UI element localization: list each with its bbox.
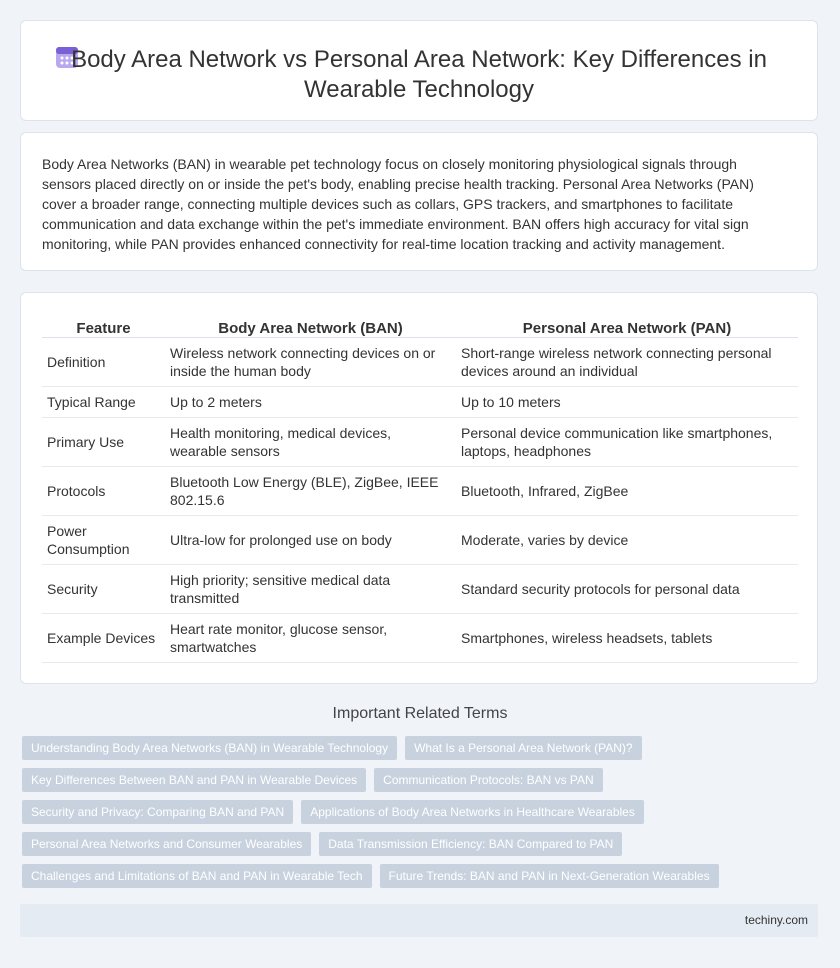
header-feature: Feature	[42, 315, 165, 338]
table-cell: Moderate, varies by device	[456, 516, 798, 565]
related-term-link[interactable]: Data Transmission Efficiency: BAN Compared to PAN	[319, 832, 622, 856]
table-cell: Standard security protocols for personal data	[456, 565, 798, 614]
table-cell: Health monitoring, medical devices, wearable sensors	[165, 418, 456, 467]
table-cell: Up to 10 meters	[456, 387, 798, 418]
table-cell: Heart rate monitor, glucose sensor, smartwatches	[165, 614, 456, 663]
table-row	[42, 467, 798, 516]
table-row	[42, 614, 798, 663]
related-term-link[interactable]: What Is a Personal Area Network (PAN)?	[405, 736, 642, 760]
table-cell: Smartphones, wireless headsets, tablets	[456, 614, 798, 663]
footer-bar	[20, 904, 818, 937]
related-term-link[interactable]: Challenges and Limitations of BAN and PAN in Wearable Tech	[22, 864, 372, 888]
related-term-link[interactable]: Future Trends: BAN and PAN in Next-Generation Wearables	[380, 864, 719, 888]
page-title: Body Area Network vs Personal Area Network: Key Differences in Wearable Technology	[71, 46, 767, 103]
table-cell: Primary Use	[42, 418, 165, 467]
intro-card	[20, 132, 818, 271]
related-terms-list	[22, 736, 812, 888]
table-cell: Short-range wireless network connecting personal devices around an individual	[456, 338, 798, 387]
header-pan: Personal Area Network (PAN)	[456, 315, 798, 338]
table-cell: Security	[42, 565, 165, 614]
related-term-link[interactable]: Communication Protocols: BAN vs PAN	[374, 768, 603, 792]
related-term-link[interactable]: Security and Privacy: Comparing BAN and PAN	[22, 800, 293, 824]
table-row	[42, 418, 798, 467]
related-term-link[interactable]: Understanding Body Area Networks (BAN) in Wearable Technology	[22, 736, 397, 760]
comparison-table	[42, 315, 798, 663]
table-cell: Power Consumption	[42, 516, 165, 565]
related-terms-title: Important Related Terms	[332, 705, 508, 722]
table-cell: Protocols	[42, 467, 165, 516]
comparison-card	[20, 292, 818, 684]
footer-site-link[interactable]: techiny.com	[744, 913, 808, 927]
table-cell: Personal device communication like smartphones, laptops, headphones	[456, 418, 798, 467]
intro-paragraph: Body Area Networks (BAN) in wearable pet technology focus on closely monitoring physiological signals through sensors placed directly on or inside the pet's body, enabling precise health tracking. Personal Area Networks (PAN) cover a broader range, connecting multiple devices such as collars, GPS trackers, and smartphones to facilitate communication and data exchange within the pet's immediate environment. BAN offers high accuracy for vital sign monitoring, while PAN provides enhanced connectivity for real-time location tracking and activity management.	[42, 156, 754, 252]
related-term-link[interactable]: Personal Area Networks and Consumer Wearables	[22, 832, 311, 856]
related-term-link[interactable]: Key Differences Between BAN and PAN in Wearable Devices	[22, 768, 366, 792]
table-cell: Definition	[42, 338, 165, 387]
related-term-link[interactable]: Applications of Body Area Networks in Healthcare Wearables	[301, 800, 644, 824]
table-cell: High priority; sensitive medical data transmitted	[165, 565, 456, 614]
title-card	[20, 20, 818, 121]
table-row	[42, 338, 798, 387]
table-row	[42, 387, 798, 418]
table-row	[42, 516, 798, 565]
table-header-row	[42, 315, 798, 338]
table-cell: Example Devices	[42, 614, 165, 663]
table-row	[42, 565, 798, 614]
table-cell: Ultra-low for prolonged use on body	[165, 516, 456, 565]
header-ban: Body Area Network (BAN)	[165, 315, 456, 338]
table-cell: Wireless network connecting devices on or inside the human body	[165, 338, 456, 387]
table-cell: Up to 2 meters	[165, 387, 456, 418]
table-cell: Typical Range	[42, 387, 165, 418]
table-cell: Bluetooth, Infrared, ZigBee	[456, 467, 798, 516]
table-cell: Bluetooth Low Energy (BLE), ZigBee, IEEE 802.15.6	[165, 467, 456, 516]
